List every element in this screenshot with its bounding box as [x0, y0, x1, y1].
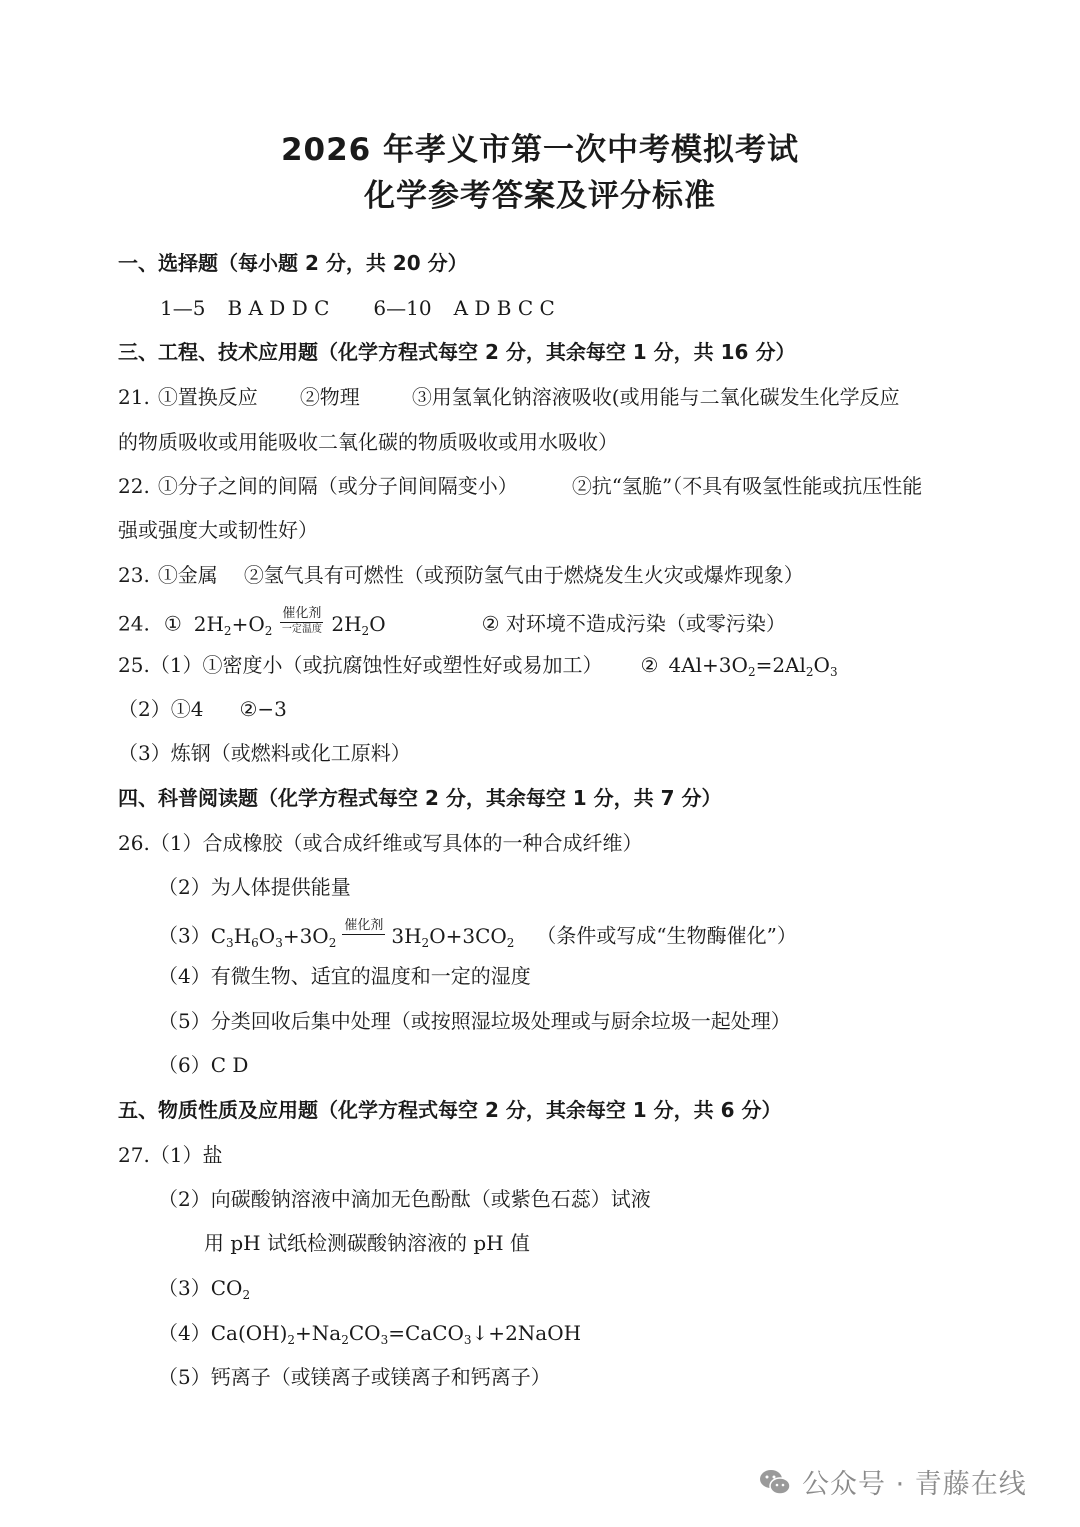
choice-range-1: 1—5 — [160, 296, 206, 320]
equation-24: $2H_2+O_2$ — [193, 611, 273, 638]
answer-27-3-label: （3） — [158, 1276, 211, 1300]
answer-21-continued: 的物质吸收或用能吸收二氧化碳的物质吸收或用水吸收） — [118, 430, 618, 454]
watermark-text: 公众号 · 青藤在线 — [802, 1469, 1027, 1500]
document-title: 2026 年孝义市第一次中考模拟考试 — [280, 132, 800, 168]
answer-21-3: ③用氢氧化钠溶液吸收(或用能与二氧化碳发生化学反应 — [411, 385, 900, 409]
question-number: 27. — [118, 1143, 150, 1167]
equation-25: $4Al+3O_2=2Al_2O_3$ — [668, 653, 838, 679]
answer-22 — [118, 476, 922, 496]
condition-catalyst: 催化剂 — [282, 606, 322, 621]
answer-26-3-label: （3） — [158, 923, 211, 948]
answer-22-2: ②抗“氢脆”（不具有吸氢性能或抗压性能 — [571, 474, 923, 498]
answer-26-2: （2）为人体提供能量 — [158, 875, 351, 899]
section-heading-properties: 五、物质性质及应用题（化学方程式每空 2 分，其余每空 1 分，共 6 分） — [118, 1098, 782, 1122]
answer-27-4 — [158, 1321, 582, 1347]
answer-23 — [118, 565, 804, 585]
answer-22-1: ①分子之间的间隔（或分子间间隔变小） — [157, 474, 518, 498]
answer-25-1 — [118, 653, 838, 679]
document-subtitle: 化学参考答案及评分标准 — [364, 178, 716, 214]
section-heading-engineering: 三、工程、技术应用题（化学方程式每空 2 分，其余每空 1 分，共 16 分） — [118, 340, 796, 364]
answer-26-5: （5）分类回收后集中处理（或按照湿垃圾处理或与厨余垃圾一起处理） — [158, 1009, 791, 1033]
answer-27-3 — [158, 1276, 251, 1302]
question-number: 23. — [118, 563, 150, 587]
answer-24 — [118, 606, 786, 640]
answer-25-2-b: ②−3 — [239, 697, 287, 721]
answer-23-2: ②氢气具有可燃性（或预防氢气由于燃烧发生火灾或爆炸现象） — [243, 563, 804, 587]
answer-27-1 — [118, 1145, 223, 1165]
answer-22-continued: 强或强度大或韧性好） — [118, 518, 318, 542]
choice-answers — [160, 298, 555, 318]
question-number: 21. — [118, 385, 150, 409]
equation-27: $Ca(OH)_2+Na_2CO_3=CaCO_3↓+2NaOH$ — [210, 1321, 582, 1347]
answer-25-1-text: （1）①密度小（或抗腐蚀性好或塑性好或易加工） — [149, 653, 603, 677]
watermark — [758, 1462, 1027, 1501]
answer-27-2-alt: 用 pH 试纸检测碳酸钠溶液的 pH 值 — [204, 1231, 530, 1255]
choice-answers-2: A D B C C — [453, 296, 555, 320]
section-heading-reading: 四、科普阅读题（化学方程式每空 2 分，其余每空 1 分，共 7 分） — [118, 786, 722, 810]
wechat-icon — [758, 1467, 792, 1497]
answer-26-4: （4）有微生物、适宜的温度和一定的湿度 — [158, 964, 531, 988]
answer-21 — [118, 387, 900, 407]
question-number: 24. — [118, 611, 150, 636]
answer-27-4-label: （4） — [158, 1321, 211, 1345]
question-number: 25. — [118, 653, 150, 677]
answer-26-6: （6）C D — [158, 1053, 249, 1077]
reaction-condition-26 — [342, 918, 385, 948]
answer-27-2: （2）向碳酸钠溶液中滴加无色酚酞（或紫色石蕊）试液 — [158, 1187, 651, 1211]
choice-answers-1: B A D D C — [227, 296, 330, 320]
answer-26-3 — [158, 918, 797, 952]
answer-25-2-a: （2）①4 — [118, 697, 204, 721]
answer-23-1: ①金属 — [157, 563, 218, 587]
answer-25-3: （3）炼钢（或燃料或化工原料） — [118, 741, 411, 765]
answer-27-1-text: （1）盐 — [149, 1143, 223, 1167]
condition-catalyst: 催化剂 — [344, 918, 384, 933]
equation-24-product: $2H_2O$ — [331, 611, 386, 638]
answer-21-2: ②物理 — [299, 385, 360, 409]
answer-24-2: ② 对环境不造成污染（或零污染） — [481, 611, 786, 636]
answer-21-1: ①置换反应 — [157, 385, 258, 409]
answer-24-1-label: ① — [163, 611, 182, 636]
answer-26-1 — [118, 833, 643, 853]
answer-26-3-note: （条件或写成“生物酶催化”） — [536, 923, 797, 948]
reaction-condition-24 — [280, 606, 323, 636]
choice-range-2: 6—10 — [373, 296, 432, 320]
equation-26-product: $3H_2O+3CO_2$ — [391, 923, 515, 950]
section-heading-choice: 一、选择题（每小题 2 分，共 20 分） — [118, 251, 468, 275]
answer-27-5: （5）钙离子（或镁离子或镁离子和钙离子） — [158, 1365, 551, 1389]
formula-co2: $CO_2$ — [210, 1276, 251, 1302]
condition-temperature: 一定温度 — [281, 624, 322, 635]
answer-26-1-text: （1）合成橡胶（或合成纤维或写具体的一种合成纤维） — [149, 831, 643, 855]
answer-25-2 — [118, 699, 287, 719]
question-number: 22. — [118, 474, 150, 498]
equation-26: $C_3H_6O_3+3O_2$ — [210, 923, 337, 950]
answer-25-1-eq-label: ② — [640, 653, 659, 677]
question-number: 26. — [118, 831, 150, 855]
